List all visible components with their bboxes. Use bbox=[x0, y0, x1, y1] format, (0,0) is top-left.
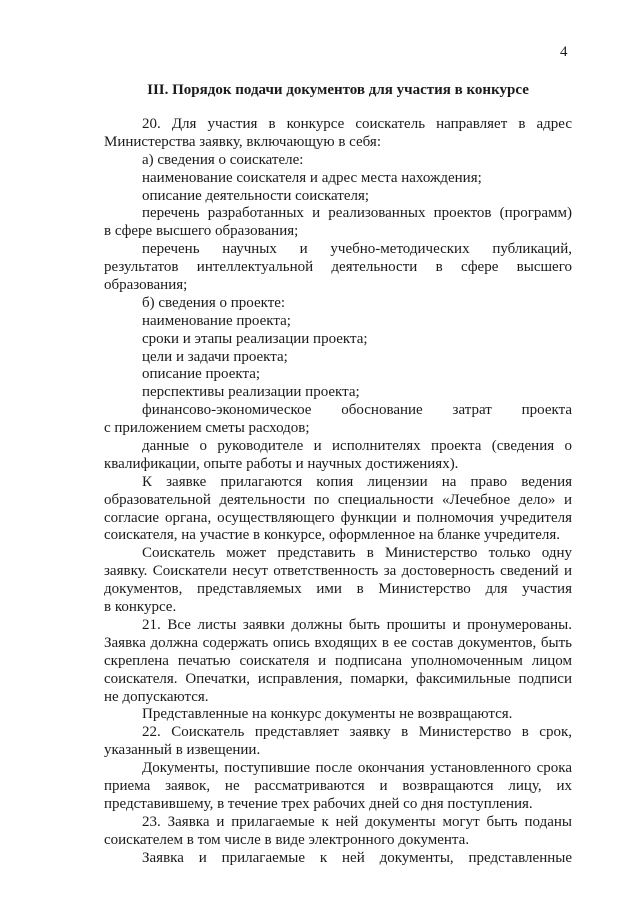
text-line: 23. Заявка и прилагаемые к ней документы могут быть поданы bbox=[142, 813, 572, 830]
text-line: цели и задачи проекта; bbox=[142, 348, 288, 365]
text-line: сроки и этапы реализации проекта; bbox=[142, 330, 368, 347]
text-line: описание деятельности соискателя; bbox=[142, 187, 370, 204]
text-line: образования; bbox=[104, 277, 188, 294]
text-line: К заявке прилагаются копия лицензии на право ведения bbox=[142, 473, 572, 490]
text-line: наименование проекта; bbox=[142, 312, 291, 329]
text-line: 22. Соискатель представляет заявку в Министерство в срок, bbox=[142, 724, 572, 741]
text-line: Документы, поступившие после окончания установленного срока bbox=[142, 760, 572, 777]
text-line: перспективы реализации проекта; bbox=[142, 384, 360, 401]
text-line: Представленные на конкурс документы не возвращаются. bbox=[142, 706, 513, 723]
text-line: квалификации, опыте работы и научных достижениях). bbox=[104, 455, 459, 472]
text-line: описание проекта; bbox=[142, 366, 261, 383]
text-line: соискателя, на участие в конкурсе, оформленное на бланке учредителя. bbox=[104, 527, 560, 544]
text-line: перечень научных и учебно-методических публикаций, bbox=[142, 241, 572, 258]
text-line: в конкурсе. bbox=[104, 599, 177, 616]
text-line: соискателя. Опечатки, исправления, помарки, факсимильные подписи bbox=[104, 670, 572, 687]
text-line: документов, представляемых ими в Министерство для участия bbox=[104, 581, 572, 598]
text-line: результатов интеллектуальной деятельности в сфере высшего bbox=[104, 259, 572, 276]
text-line: 21. Все листы заявки должны быть прошиты и пронумерованы. bbox=[142, 616, 572, 633]
text-line: соискателем в том числе в виде электронного документа. bbox=[104, 831, 470, 848]
text-line: Соискатель может представить в Министерство только одну bbox=[142, 545, 572, 562]
text-line: приема заявок, не рассматриваются и возвращаются лицу, их bbox=[104, 777, 572, 794]
text-line: заявку. Соискатели несут ответственность за достоверность сведений и bbox=[104, 563, 572, 580]
text-line: образовательной деятельности по специальности «Лечебное дело» и bbox=[104, 491, 572, 508]
text-line: б) сведения о проекте: bbox=[142, 294, 286, 311]
text-line: наименование соискателя и адрес места нахождения; bbox=[142, 169, 482, 186]
section-title: III. Порядок подачи документов для участия в конкурсе bbox=[147, 82, 529, 98]
text-line: финансово-экономическое обоснование затрат проекта bbox=[142, 402, 572, 419]
text-line: согласие органа, осуществляющего функции и полномочия учредителя bbox=[104, 509, 572, 526]
text-line: с приложением сметы расходов; bbox=[104, 420, 310, 437]
text-line: в сфере высшего образования; bbox=[104, 223, 299, 240]
page-number: 4 bbox=[560, 44, 568, 60]
text-line: а) сведения о соискателе: bbox=[142, 151, 304, 168]
text-line: данные о руководителе и исполнителях проекта (сведения о bbox=[142, 438, 572, 455]
text-line: представившему, в течение трех рабочих дней со дня поступления. bbox=[104, 795, 533, 812]
text-line: указанный в извещении. bbox=[104, 742, 261, 759]
document-body bbox=[104, 116, 572, 867]
text-line: Заявка должна содержать опись входящих в ее состав документов, быть bbox=[104, 634, 572, 651]
text-line: перечень разработанных и реализованных проектов (программ) bbox=[142, 205, 572, 222]
text-line: Заявка и прилагаемые к ней документы, представленные bbox=[142, 849, 572, 866]
text-line: 20. Для участия в конкурсе соискатель направляет в адрес bbox=[142, 116, 572, 132]
text-line: скреплена печатью соискателя и подписана уполномоченным лицом bbox=[104, 652, 572, 669]
text-line: Министерства заявку, включающую в себя: bbox=[104, 133, 381, 150]
text-line: не допускаются. bbox=[104, 688, 209, 705]
